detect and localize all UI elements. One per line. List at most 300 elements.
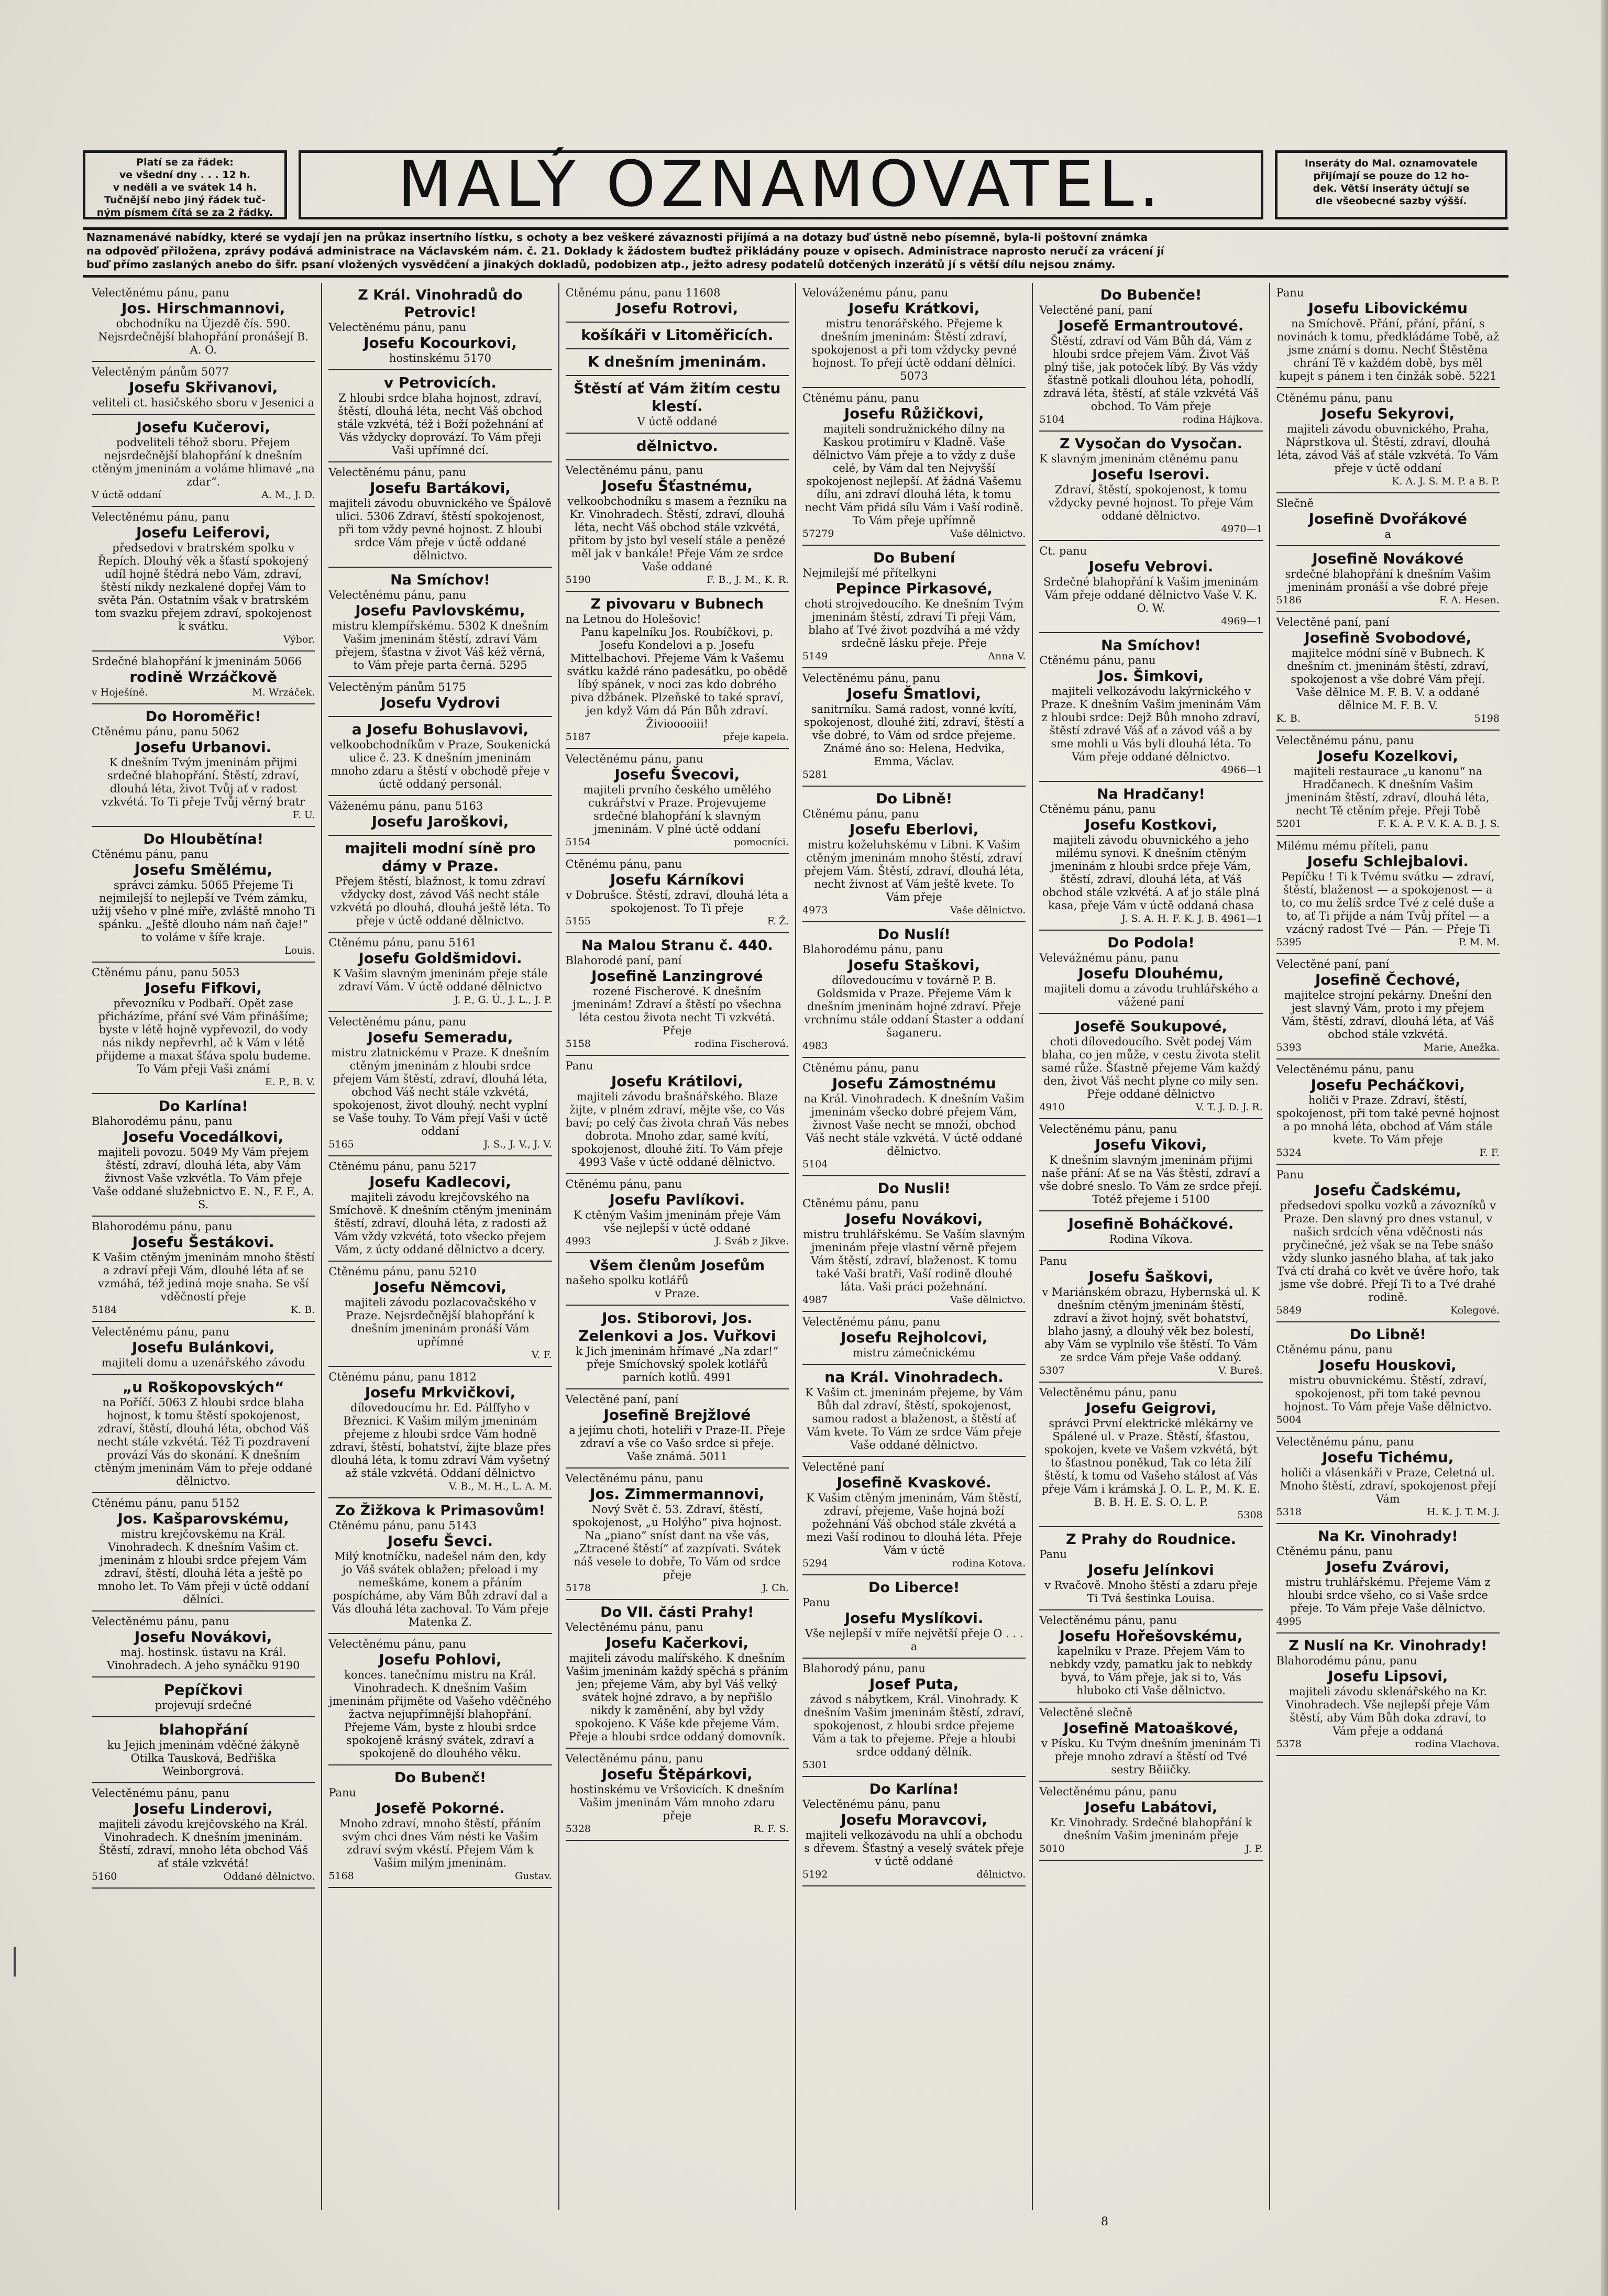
- ad-signature: [1039, 413, 1262, 426]
- ad-name: Josefu Kocourkovi,: [364, 334, 517, 351]
- ad-greeting: Velectěnému pánu, panu: [92, 1615, 229, 1628]
- ad-body: k Jich jmeninám hřímavé „Na zdar!“ přeje Smíchovský spolek kotlářů parních kotlů. 4991: [576, 1345, 779, 1384]
- ad-heading: Do Liberce!: [868, 1580, 960, 1596]
- ad-heading: Všem členům Josefům: [589, 1257, 765, 1274]
- ad-body: srdečné blahopřání k dnešním Vašim jmeninám pronáší a vše dobré přeje: [1285, 568, 1491, 593]
- ad-signature: [1276, 712, 1500, 725]
- column-4: [796, 283, 1033, 2210]
- ad-name: Josefu Šťastnému,: [601, 477, 753, 494]
- ad-body: v Mariánském obrazu, Hybernská ul. K dnešním ctěným jmeninám štěstí, zdraví a život hojný, svět bohatství, blaho jasný, a dlouhý věk bez bolestí, aby Vám se vyplnilo vše štěstí. To Vám ze srdce Vám přeje Vaše oddaný.: [1042, 1286, 1260, 1364]
- ad-heading: Do Karlína!: [869, 1781, 959, 1797]
- ad-name: Jos. Zimmermannovi,: [590, 1485, 765, 1503]
- ad-signature: [566, 915, 789, 928]
- classified-ad: [802, 546, 1026, 668]
- classified-ad: [1039, 1014, 1262, 1119]
- classified-ad: [92, 283, 315, 362]
- ad-signature-part: 5165: [328, 1139, 354, 1150]
- ad-name: Josefu Lipsovi,: [1328, 1668, 1448, 1685]
- column-5: [1033, 283, 1270, 2210]
- classified-ad: [1039, 1119, 1262, 1211]
- ad-name: Josefu Jaroškovi,: [371, 813, 509, 830]
- ad-greeting: Velectěnému pánu, panu: [328, 589, 467, 601]
- ad-heading: Na Malou Stranu č. 440.: [581, 937, 773, 954]
- classified-ad: [1039, 1610, 1262, 1703]
- ad-signature: [92, 1870, 315, 1883]
- ad-body: choti dílovedoucího. Svět podej Vám blaha, co jen může, v cestu života stelit samé růže. Šťastně přejeme Vám každý den, život Váš necht plyne co mily sen. Přeje oddané dělnictvo: [1041, 1035, 1261, 1100]
- ad-heading: Z pivovaru v Bubnech: [590, 596, 764, 612]
- ad-greeting: Velectěným pánům 5175: [328, 681, 466, 693]
- ad-signature: [328, 994, 552, 1007]
- ad-name: majiteli modní síně pro dámy v Praze.: [345, 840, 536, 875]
- ad-signature-part: rodina Hájkova.: [1182, 414, 1263, 425]
- classified-ad: [566, 592, 789, 749]
- classified-ad: [1039, 1782, 1262, 1861]
- ad-heading: Z Nuslí na Kr. Vinohrady!: [1288, 1638, 1488, 1654]
- ad-body: majiteli závodu malířského. K dnešním Vašim jmeninám každý spěchá s přáním jen; přejeme Vám, aby byl Váš velký svátek hojné zdravo, a by nepřišlo nikdy k zaměnění, aby byl vždy spokojeno. K Váše kde přejeme Vám. Přeje a hloubi srdce oddaný domovník.: [566, 1652, 789, 1743]
- ad-name: Josefu Vydrovi: [380, 694, 500, 711]
- classified-ad: [328, 717, 552, 796]
- ad-name: Josefině Matoaškové,: [1063, 1719, 1239, 1737]
- ad-signature-part: H. K. J. T. M. J.: [1427, 1506, 1500, 1518]
- classified-ad: [92, 1375, 315, 1493]
- ad-greeting: Velectěnému pánu, panu: [1276, 1063, 1414, 1076]
- ad-name: K dnešním jmeninám.: [588, 353, 767, 370]
- ad-heading: Z Vysočan do Vysočan.: [1059, 436, 1242, 452]
- ad-body: Rodina Víkova.: [1109, 1233, 1193, 1245]
- inserat-line: dle všeobecné sazby výšší.: [1315, 195, 1467, 207]
- classified-ad: [566, 1600, 789, 1749]
- ad-name: Josefu Rotrovi,: [616, 300, 739, 317]
- ad-body: majiteli domu a uzenářského závodu: [101, 1356, 305, 1369]
- ad-signature-part: 4970—1: [1221, 523, 1263, 535]
- ad-signature-part: V. B., M. H., L. A. M.: [448, 1481, 552, 1492]
- ad-greeting: našeho spolku kotlářů: [565, 1274, 689, 1287]
- ad-heading: Do Bubení: [873, 550, 955, 566]
- classified-ad: [92, 1217, 315, 1322]
- ad-signature: [92, 809, 315, 822]
- classified-ad: [328, 462, 552, 568]
- ad-signature-part: Kolegové.: [1450, 1305, 1500, 1316]
- classified-ad: [328, 1156, 552, 1262]
- ad-body: holiči a vlásenkáři v Praze, Celetná ul. Mnoho štěstí, zdraví, spokojenost přejí Vám: [1280, 1466, 1496, 1505]
- ad-body: kapelníku v Praze. Přejem Vám to nebkdy vzdy, pamatku jak to nebkdy byvá, to Vám přeje, jak si to, Vás hluboko cti Vaše dělnictvo.: [1050, 1645, 1252, 1697]
- ad-greeting: Velectěné paní, paní: [1276, 958, 1390, 970]
- ad-body: na Poříčí. 5063 Z hloubi srdce blaha hojnost, k tomu štěstí spokojenost, zdraví, štěstí, dlouhá léta, obchod Váš necht stále vzkvétá. Též Ti pozdravení provází Vás do skonání. K dnešním ctěným jmeninám Vám to přeje oddané dělnictvo.: [94, 1396, 313, 1487]
- ad-body: majiteli závodu obuvnického a jeho milému synovi. K dnešním ctěným jmeninám z hloubi srdce přeje Vám, štěstí, zdraví, dlouhá léta, ať Váš obchod stále vzkvétá. A ať jo stále plná kasa, přeje Vám v úctě oddaná chasa: [1042, 834, 1260, 912]
- classified-ad: [1039, 432, 1262, 541]
- ad-name: košíkáři v Litoměřicích.: [581, 326, 774, 344]
- ad-signature-part: 5198: [1474, 713, 1500, 724]
- classified-ad: [328, 1262, 552, 1367]
- ad-name: Josefu Myslíkovi.: [844, 1609, 984, 1627]
- ad-greeting: Velevážnému pánu, panu: [1039, 952, 1179, 964]
- ad-name: Josefu Kostkovi,: [1084, 816, 1218, 833]
- classified-ad: [1276, 493, 1500, 546]
- ad-heading: Do Bubenče!: [1100, 287, 1202, 303]
- masthead: [83, 150, 1507, 224]
- ad-body: mistru tenorářského. Přejeme k dnešním jmeninám: Štěstí zdraví, spokojenost a při tom vždycky pevné hojnost. To přejí úctě oddaní dělníci. 5073: [811, 317, 1017, 382]
- classified-ad: [328, 1765, 552, 1888]
- title-box: [299, 150, 1263, 219]
- ad-heading: Do Hloubětína!: [143, 831, 263, 847]
- classified-ad: [92, 652, 315, 704]
- ad-greeting: Velectěné paní: [802, 1461, 885, 1473]
- header-rule: [83, 275, 1508, 278]
- classified-ad: [1276, 836, 1500, 954]
- inserat-line: dek. Větší inseráty účtují se: [1313, 183, 1470, 194]
- ad-greeting: Blahorodému pánu, panu: [802, 943, 943, 956]
- classified-ad: [566, 323, 789, 349]
- classified-ad: [566, 1389, 789, 1469]
- ad-greeting: Ctěnému pánu, panu 5053: [92, 966, 240, 979]
- inserat-box: [1275, 150, 1507, 219]
- ad-name: Josefu Pecháčkovi,: [1310, 1076, 1465, 1094]
- ad-greeting: Ctěnému pánu, panu 5152: [92, 1497, 240, 1509]
- ad-signature: [566, 1582, 789, 1595]
- classified-ad: [1039, 1383, 1262, 1527]
- ad-name: Josefině Svobodové,: [1304, 629, 1472, 646]
- ad-name: Josefu Ševci.: [387, 1532, 493, 1550]
- ad-heading: Na Kr. Vinohrady!: [1317, 1528, 1458, 1544]
- ad-signature: [566, 731, 789, 744]
- ad-signature: [566, 1235, 789, 1248]
- ad-signature: [92, 944, 315, 957]
- ad-greeting: Velectěnému pánu, panu: [802, 1316, 940, 1328]
- ad-heading: Do Libně!: [876, 791, 953, 807]
- ad-name: Josefu Semeradu,: [367, 1029, 513, 1046]
- classified-ad: [1276, 1165, 1500, 1322]
- ad-body: choti strojvedoucího. Ke dnešním Tvým jmeninám štěstí, zdraví Ti přeji Vám, blaho ať Tvé život pozdvíhá a mé vždy srdečně lásku přeje. Přeje: [804, 598, 1024, 649]
- ad-greeting: Ctěnému pánu, panu 1812: [328, 1371, 477, 1383]
- ad-name: Josefu Pavlíkovi.: [609, 1191, 745, 1208]
- classified-ad: [1039, 283, 1262, 432]
- ad-signature-part: 5378: [1276, 1738, 1302, 1750]
- ad-body: velkoobchodníkům v Praze, Soukenická ulice č. 23. K dnešním jmeninám mnoho zdaru a štěstí v obchodě přeje v úctě oddaný personál.: [329, 738, 551, 790]
- classified-ad: [1276, 388, 1500, 493]
- ad-body: v Dobrušce. Štěstí, zdraví, dlouhá léta a spokojenost. To Ti přeje: [566, 889, 789, 914]
- ad-signature: [328, 1870, 552, 1883]
- ad-greeting: Velectěnému pánu, panu: [1039, 1785, 1177, 1798]
- ad-signature: [92, 489, 315, 502]
- ad-name: Jos. Kašparovskému,: [117, 1510, 289, 1527]
- ad-signature: [1276, 936, 1500, 949]
- ad-signature-part: 4969—1: [1221, 615, 1263, 627]
- ad-greeting: Ctěnému pánu, panu: [802, 392, 919, 404]
- ad-body: na Král. Vinohradech. K dnešním Vašim jmeninám všecko dobré přejem Vám, živnost Vaše necht se množí, obchod Váš necht stále vzkvétá. V úctě oddané dělnictvo.: [803, 1092, 1025, 1157]
- notice-line: na odpověď přiložena, zprávy podává administrace na Václavském nám. č. 21. Doklady k žádostem buďtež přikládány pouze v opisech. Administrace naprosto neručí za vrácení jí: [86, 245, 1164, 257]
- ad-signature-part: J. S., J. V., J. V.: [483, 1139, 552, 1150]
- ad-name: Josefu Labátovi,: [1084, 1798, 1218, 1816]
- ad-name: Jos. Hirschmannovi,: [121, 300, 285, 317]
- ad-name: dělnictvo.: [636, 437, 718, 455]
- classified-ad: [328, 933, 552, 1012]
- ad-name: Josefu Štěpárkovi,: [601, 1765, 753, 1783]
- classified-ad: [802, 388, 1026, 546]
- classified-ad: [566, 749, 789, 854]
- ad-name: Josefu Kačerkovi,: [605, 1634, 749, 1651]
- ad-greeting: Velectěnému pánu, panu: [92, 1787, 229, 1800]
- section-title: MALÝ OZNAMOVATEL.: [398, 148, 1164, 221]
- ad-name: Josefu Kadlecovi,: [369, 1173, 511, 1190]
- ad-name: rodině Wrzáčkově: [129, 668, 278, 686]
- ad-greeting: Ctěnému pánu, panu 5062: [92, 725, 240, 738]
- classified-ad: [328, 1012, 552, 1156]
- ad-body: předsedovi v bratrském spolku v Řepích. Dlouhý věk a šťastí spokojený udíl hojně štědrá nebo Vám, zdraví, štěstí nikdy nezkalené dopřej Vám to světa Pán. Ostatním však v bratrském tom svazku přejem zdraví, spokojenost k svátku.: [95, 542, 312, 633]
- column-2: [322, 283, 559, 2210]
- classified-ad: [328, 283, 552, 370]
- ad-signature-part: 5184: [92, 1304, 117, 1316]
- ad-body: mistru truhlářskému. Přejeme Vám z hloubi srdce všeho, co si Vaše srdce přeje. To Vám přeje Vaše dělnictvo.: [1285, 1576, 1491, 1615]
- ad-signature-part: P. M. M.: [1458, 936, 1500, 948]
- page-number: 8: [1101, 2215, 1108, 2228]
- classified-ad: [566, 1253, 789, 1306]
- classified-ad: [802, 668, 1026, 787]
- ad-greeting: Velectěnému pánu, panu: [565, 753, 703, 765]
- ad-greeting: Velectěné paní, paní: [565, 1393, 679, 1406]
- ad-greeting: Ctěnému pánu, panu 5143: [328, 1519, 477, 1532]
- ad-name: Josefu Kozelkovi,: [1317, 747, 1458, 765]
- classified-ad: [92, 362, 315, 415]
- ad-greeting: Panu: [565, 1059, 593, 1072]
- classified-ad: [328, 836, 552, 933]
- ad-name: Josefině Dvořákové: [1308, 510, 1468, 527]
- ad-signature-part: 4983: [802, 1040, 828, 1052]
- classified-ad: [802, 1312, 1026, 1365]
- ad-signature: [802, 650, 1026, 663]
- ad-name: Josefu Geigrovi,: [1085, 1399, 1217, 1417]
- ad-greeting: Velectěnému pánu, panu: [802, 1798, 940, 1811]
- ad-body: předsedovi spolku vozků a závozníků v Praze. Den slavný pro dnes vstanul, v našich srdcích věna vděčnosti nás pryčinečné, jež však se na Tebe snášo vždy slunko jasného blaha, ať tak jako Tvá ctí drahá co květ ve úvěre hořo, tak jsme vše dobré. Přejí Ti to a Tvé drahé rodině.: [1276, 1199, 1499, 1304]
- ad-signature: [92, 1076, 315, 1089]
- ad-body: majiteli prvního českého umělého cukrářství v Praze. Projevujeme srdečné blahopřání k slavným jmeninám. V plné úctě oddaní: [583, 783, 772, 835]
- page-edge: [1601, 0, 1608, 2296]
- ad-signature-part: dělnictvo.: [976, 1869, 1026, 1880]
- classified-ad: [1039, 1211, 1262, 1251]
- classified-ad: [802, 922, 1026, 1058]
- ad-name: Josefu Novákovi,: [134, 1628, 272, 1646]
- classified-ad: [92, 1322, 315, 1375]
- classified-ad: [802, 283, 1026, 388]
- ad-body: mistru klempířskému. 5302 K dnešním Vašim jmeninám štěstí, zdraví Vám přejem, šťastna v život Váš kéž věrná, to Vám přeje parta černá. 5295: [332, 620, 549, 671]
- ad-greeting: Ctěnému pánu, panu: [802, 1062, 919, 1074]
- ad-signature-part: Marie, Anežka.: [1423, 1042, 1500, 1053]
- column-1: [85, 283, 322, 2210]
- ad-body: K dnešním Tvým jmeninám přijmi srdečné blahopřání. Štěstí, zdraví, dlouhá léta, život Tvůj ať v radost vzkvétá. To Ti přeje Tvůj věrný bratr: [102, 756, 305, 808]
- ad-body: majiteli sondružnického dílny na Kaskou protimíru v Kladně. Vaše dělnictvo Vám přeje a to vždy z duše celé, by Vám dal ten Nejvyšší spokojenost nejlepší. Ať žádná Vašemu dílu, ani zdraví dlouhá léta, k tomu necht Vám přidá sílu Vám i Vaší rodině. To Vám přeje upřímně: [805, 423, 1023, 527]
- classified-ad: [328, 568, 552, 677]
- ad-heading: Na Hradčany!: [1096, 786, 1205, 802]
- ad-greeting: Blahorodému pánu, panu: [92, 1115, 233, 1128]
- ad-greeting: Velectěnému pánu, panu: [328, 1015, 467, 1028]
- ad-greeting: Ctěnému pánu, panu 5210: [328, 1265, 477, 1278]
- classified-ad: [328, 1634, 552, 1765]
- ad-signature: [328, 1349, 552, 1362]
- ad-name: Josefu Goldšmidovi.: [358, 950, 522, 967]
- notice-text: [86, 230, 1506, 271]
- ad-signature-part: F. Ž.: [767, 915, 789, 927]
- ad-body: K Vašim ct. jmeninám přejeme, by Vám Bůh dal zdraví, štěstí, spokojenost, samou radost a blaženost, a štěstí ať Vám kvete. To Vám ze srdce Vám přeje Vaše oddané dělnictvo.: [805, 1386, 1023, 1451]
- classified-ad: [802, 1575, 1026, 1659]
- ad-greeting: Ctěnému pánu, panu 11608: [565, 286, 721, 299]
- ad-body: holiči v Praze. Zdraví, štěstí, spokojenost, při tom také pevné hojnost a po mnohá léta, obchod ať Vám stále kvete. To Vám přeje: [1276, 1094, 1500, 1146]
- classified-ad: [566, 854, 789, 933]
- ad-body: mistru zámečnickému: [852, 1346, 976, 1359]
- ad-signature-part: 5328: [565, 1823, 591, 1835]
- ad-signature-part: 5192: [802, 1869, 828, 1880]
- ad-body: majiteli restaurace „u kanonu“ na Hradčanech. K dnešním Vašim jmeninám štěstí, zdraví, dlouhá léta, necht Tě ctěním přeje. Přeji Tobě: [1286, 765, 1490, 817]
- ad-signature-part: Vaše dělnictvo.: [950, 1294, 1026, 1306]
- classified-ad: [1276, 546, 1500, 612]
- classified-ad: [566, 376, 789, 434]
- ad-signature: [92, 633, 315, 646]
- classified-ad: [566, 1174, 789, 1253]
- classified-ad: [92, 1611, 315, 1677]
- ad-name: Josefině Novákové: [1312, 550, 1464, 567]
- ad-signature-part: J. S. A. H. F. K. J. B. 4961—1: [1121, 913, 1263, 924]
- classified-ad: [92, 827, 315, 963]
- ad-greeting: Panu: [1276, 286, 1304, 299]
- ad-body: K Vašim slavným jmeninám přeje stále zdraví Vám. V úctě oddané dělnictvo: [333, 967, 548, 993]
- ad-body: majiteli povozu. 5049 My Vám přejem štěstí, zdraví, dlouhá léta, aby Vám živnost Vaše vzkvétla. To Vám přeje Vaše oddané služebnictvo E. N., F. F., A. S.: [92, 1146, 314, 1211]
- ad-body: K ctěným Vašim jmeninám přeje Vám vše nejlepší v úctě oddané: [573, 1209, 781, 1234]
- ad-signature-part: F. U.: [292, 809, 315, 821]
- ad-body: na Smíchově. Přání, přání, přání, s novinách k tomu, předkládáme Tobě, až jsme známí s domu. Nechť Štěstěna chrání Tě v každém době, bys měl kupejt s pánem i ten činžák sobě. 5221: [1276, 317, 1499, 382]
- ad-greeting: Velectěnému pánu, panu: [1039, 1614, 1177, 1627]
- margin-mark: [14, 1947, 16, 1977]
- ad-greeting: na Letnou do Holešovic!: [565, 613, 701, 625]
- ad-signature-part: 5849: [1276, 1305, 1302, 1316]
- ad-signature: [1039, 523, 1262, 536]
- ad-name: Josefu Pohlovi,: [379, 1651, 502, 1668]
- ad-signature: [802, 1040, 1026, 1053]
- ad-name: Josefu Vocedálkovi,: [123, 1128, 284, 1145]
- ad-body: maj. hostinsk. ústavu na Král. Vinohradech. A jeho synáčku 9190: [106, 1646, 300, 1672]
- ad-body: správci První elektrické mlékárny ve Spálené ul. v Praze. Štěstí, šťastou, spokojen, kvete ve Vašem vzkvétá, být to šťastnou poněkud, Tak co léta žilí štěstí, k tomu od Vašeho stálost ať Vás přeje Vám i krámská J. O. L. P., M. K. E. B. B. H. E. S. O. L. P.: [1041, 1417, 1261, 1508]
- ad-signature-part: K. A. J. S. M. P. a B. P.: [1392, 476, 1500, 487]
- price-line: Tučnější nebo jiný řádek tuč-: [104, 194, 266, 206]
- ad-name: Josefu Rejholcovi,: [840, 1329, 988, 1346]
- price-box: [83, 150, 287, 219]
- top-rule: [83, 227, 1508, 230]
- ad-signature: [802, 768, 1026, 781]
- ad-greeting: Blahorodý pánu, panu: [802, 1662, 926, 1675]
- ad-body: dílovedoucímu hr. Ed. Pálffyho v Březnici. K Vašim milým jmeninám přejeme z hloubi srdce Vám hodně zdraví, štěstí, bohatství, žijte blaze přes dlouhá léta, k tomu zdraví Vám vyšetný až stále vzkvétá. Oddaní dělnictvo: [329, 1401, 551, 1480]
- ad-name: Josefu Linderovi,: [134, 1800, 273, 1817]
- ad-signature-part: rodina Fischerová.: [694, 1038, 789, 1050]
- ad-body: majiteli závodu brašnářského. Blaze žijte, v plném zdraví, mějte vše, co Vás baví; po celý čas života chraň Vás nebes dobrota. Mnoho zdar, samé kvítí, spokojenost, dlouhé žití. To Vám přeje 4993 Vaše v úctě oddané dělnictvo.: [565, 1090, 789, 1168]
- ad-greeting: Velectěným pánům 5077: [92, 366, 229, 378]
- ad-signature-part: 5318: [1276, 1506, 1302, 1518]
- ad-signature: [802, 904, 1026, 917]
- ad-signature: [802, 1868, 1026, 1881]
- ad-signature: [1039, 764, 1262, 777]
- ad-signature-part: R. F. S.: [753, 1823, 789, 1835]
- ad-heading: Do Horoměřic!: [145, 709, 261, 725]
- ad-name: Josefu Leiferovi,: [136, 524, 271, 541]
- ad-body: K Vašim ctěným jmeninám, Vám štěstí, zdraví, přejeme, Vaše hojná boží požehnání Váš obchod stále zkvétá a mezi Vaší rodinou to dlouhá léta. Přeje Vám v úctě: [806, 1492, 1022, 1557]
- ad-greeting: Blahorodému pánu, panu: [1276, 1654, 1417, 1667]
- ad-signature: [1039, 1842, 1262, 1856]
- ad-greeting: Srdečné blahopřání k jmeninám 5066: [92, 655, 302, 668]
- classified-ad: [802, 1659, 1026, 1777]
- ad-name: Josefu Eberlovi,: [849, 821, 979, 838]
- ad-signature-part: 5178: [565, 1582, 591, 1594]
- classified-ad: [92, 1677, 315, 1717]
- classified-ad: [92, 415, 315, 507]
- ad-greeting: Velectěnému pánu, panu: [565, 1752, 703, 1765]
- ad-signature: [566, 836, 789, 849]
- ad-name: Josefu Iserovi.: [1092, 466, 1210, 483]
- ad-name: Jos. Stiborovi, Jos. Zelenkovi a Jos. Vuřkovi: [578, 1309, 776, 1344]
- ad-name: Josefině Boháčkové.: [1068, 1215, 1234, 1232]
- ad-signature: [566, 573, 789, 587]
- ad-name: Josefu Němcovi,: [373, 1278, 507, 1296]
- ad-signature-part: F. B., J. M., K. R.: [707, 574, 789, 586]
- classified-ad: [566, 933, 789, 1056]
- ad-heading: Do Libně!: [1349, 1327, 1426, 1343]
- ad-name: Josefině Lanzingrové: [591, 967, 763, 985]
- classified-ad: [328, 370, 552, 462]
- ad-body: mistru krejčovskému na Král. Vinohradech. K dnešním Vašim ct. jmeninám z hloubi srdce přejem Vám zdraví, štěstí, dlouhá léta a ještě po mnoho let. To Vám přeji v úctě oddaní dělníci.: [97, 1528, 309, 1606]
- ad-signature-part: A. M., J. D.: [261, 489, 315, 501]
- ad-body: Přejem štěstí, blažnost, k tomu zdraví vždycky dost, závod Váš necht stále vzkvétá po dlouhá, dlouhá ještě léta. To přeje v úctě oddané dělnictvo.: [330, 875, 550, 927]
- ad-signature-part: E. P., B. V.: [265, 1076, 315, 1088]
- classified-ad: [1039, 541, 1262, 633]
- ad-body: rozené Fischerové. K dnešním jmeninám! Zdraví a štěstí po všechna léta cestou života necht Ti vzkvétá. Přeje: [572, 985, 782, 1037]
- ad-signature-part: 5393: [1276, 1042, 1302, 1053]
- price-line: Platí se za řádek:: [136, 157, 234, 168]
- classified-ad: [1276, 1322, 1500, 1432]
- ad-signature-part: 5324: [1276, 1147, 1302, 1158]
- classified-ad: [1039, 1251, 1262, 1383]
- ad-signature-part: M. Wrzáček.: [252, 687, 315, 698]
- ad-greeting: Velectěnému pánu, panu: [1039, 1386, 1177, 1399]
- classified-ad: [92, 1493, 315, 1611]
- ad-name: Josefu Vebrovi.: [1088, 558, 1214, 575]
- ad-body: ku Jejich jmeninám vděčné žákyně Otilka Tausková, Bedřiška Weinborgrová.: [107, 1739, 300, 1778]
- ad-name: na Král. Vinohradech.: [824, 1368, 1004, 1386]
- classified-ad: [1039, 1703, 1262, 1782]
- ad-body: Milý knotníčku, nadešel nám den, kdy jo Váš svátek oblažen; přeload i my nemeškáme, konem a přáním pospícháme, aby Vám Bůh zdraví dal a Vás dlouhá léta zachoval. To Vám přeje Matenka Z.: [332, 1550, 549, 1628]
- ad-signature-part: 5160: [92, 1871, 117, 1882]
- classified-ad: [566, 1469, 789, 1600]
- classified-ad: [802, 1176, 1026, 1312]
- ad-greeting: Ctěnému pánu, panu: [1039, 654, 1156, 667]
- ad-name: Josefu Dlouhému,: [1078, 965, 1224, 982]
- ad-greeting: Milému mému příteli, panu: [1276, 840, 1429, 852]
- ad-signature: [1276, 594, 1500, 607]
- ad-signature: [328, 1480, 552, 1493]
- ad-body: dílovedoucímu v továrně P. B. Goldsmida v Praze. Přejeme Vám k dnešním jmeninám hojné zdraví. Přeje vrchnímu stále oddaní Štaster a oddaní šaganeru.: [804, 974, 1024, 1039]
- ad-body: správci zámku. 5065 Přejeme Ti nejmilejší to nejlepší ve Tvém zámku, užij všeho v plné míře, zvláště mnoho Ti spánku. „Ještě dlouho nám naň čaje!“ to voláme v šíře kraje.: [92, 879, 315, 944]
- ad-greeting: Ctěnému pánu, panu: [1039, 803, 1156, 815]
- ad-signature-part: 5004: [1276, 1414, 1302, 1426]
- ad-greeting: Blahorodému pánu, panu: [92, 1220, 233, 1233]
- classified-ad: [328, 677, 552, 717]
- ad-signature: [566, 1037, 789, 1051]
- classified-ad: [1039, 931, 1262, 1014]
- ad-name: Josefu Fifkovi,: [145, 979, 262, 997]
- ad-body: V úctě oddané: [637, 415, 718, 428]
- classified-ad: [566, 349, 789, 376]
- ad-name: Josefu Čadskému,: [1314, 1182, 1461, 1199]
- ad-heading: Z Král. Vinohradů do Petrovic!: [358, 287, 523, 321]
- ads-columns: [85, 283, 1506, 2210]
- ad-signature-part: 4995: [1276, 1616, 1302, 1627]
- ad-greeting: Ctěnému pánu, panu: [1276, 392, 1393, 404]
- ad-name: Josefu Schlejbalovi.: [1307, 853, 1469, 870]
- ad-greeting: Ctěnému pánu, panu: [1276, 1545, 1393, 1558]
